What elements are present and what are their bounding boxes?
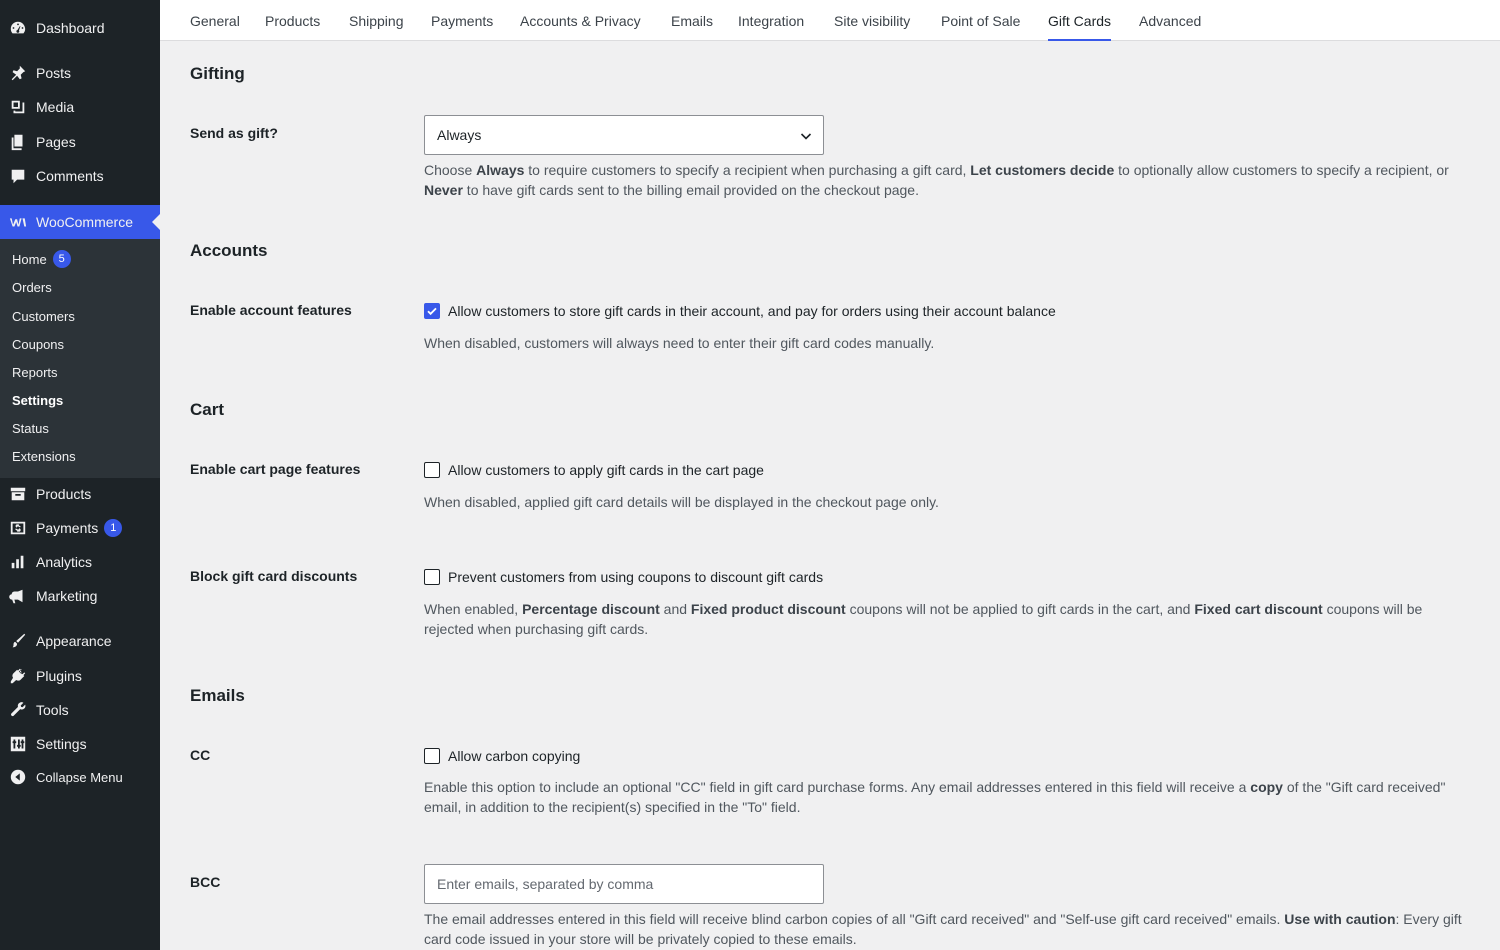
dashboard-icon [8,18,28,38]
pages-icon [8,132,28,152]
menu-pages-label: Pages [36,134,76,150]
tab-payments[interactable]: Payments [431,12,494,29]
pin-icon [8,63,28,83]
tab-site-visibility[interactable]: Site visibility [834,12,911,29]
comment-icon [8,166,28,186]
bcc-input[interactable] [424,864,824,904]
menu-appearance[interactable] [0,624,160,658]
account-features-checkbox-label: Allow customers to store gift cards in their account, and pay for orders using their account balance [448,303,1056,319]
submenu-orders[interactable]: Orders [12,279,52,295]
menu-pages[interactable] [0,125,160,159]
account-features-description: When disabled, customers will always need to enter their gift card codes manually. [424,335,935,351]
send-as-gift-value: Always [437,127,482,143]
menu-posts[interactable] [0,56,160,90]
cart-features-description: When disabled, applied gift card details will be displayed in the checkout page only. [424,494,939,510]
admin-sidebar [0,0,160,950]
tab-point-of-sale[interactable]: Point of Sale [941,12,1021,29]
submenu-reports[interactable]: Reports [12,364,58,380]
submenu-coupons[interactable]: Coupons [12,336,65,352]
section-title-cart: Cart [190,400,225,419]
tab-shipping[interactable]: Shipping [349,12,404,29]
submenu-extensions[interactable]: Extensions [12,448,76,464]
section-title-emails: Emails [190,686,245,705]
menu-products-label: Products [36,486,92,502]
tab-products[interactable]: Products [265,12,321,29]
bar-chart-icon [8,552,28,572]
block-discounts-label: Block gift card discounts [190,568,358,584]
woocommerce-submenu [0,239,160,478]
menu-payments[interactable] [0,511,160,545]
bcc-description: The email addresses entered in this field will receive blind carbon copies of all "Gift card received" and "Self-use gift card received" emails. Use with caution: Every gift card code issued in your store will be privately copied to these emails. [424,911,1462,947]
settings-tabs [160,0,1500,41]
checkmark-icon [426,305,438,317]
menu-media-label: Media [36,99,75,115]
account-features-option[interactable] [424,303,1056,319]
section-title-gifting: Gifting [190,64,245,83]
account-features-checkbox[interactable] [424,303,440,319]
cart-features-checkbox-label: Allow customers to apply gift cards in the cart page [448,462,764,478]
tab-advanced[interactable]: Advanced [1139,12,1202,29]
tab-gift-cards[interactable]: Gift Cards [1048,0,1111,41]
enable-account-features-label: Enable account features [190,302,352,318]
block-discounts-checkbox[interactable] [424,569,440,585]
home-count-badge: 5 [53,250,71,268]
menu-tools[interactable] [0,693,160,727]
tab-emails[interactable]: Emails [671,12,714,29]
media-icon [8,97,28,117]
megaphone-icon [8,586,28,606]
menu-plugins-label: Plugins [36,668,82,684]
cc-label: CC [190,747,211,763]
menu-dashboard[interactable] [0,11,160,45]
bcc-label: BCC [190,874,221,890]
woocommerce-icon [8,212,28,232]
menu-posts-label: Posts [36,65,72,81]
menu-tools-label: Tools [36,702,69,718]
menu-dashboard-label: Dashboard [36,20,105,36]
cc-option[interactable] [424,748,580,764]
send-as-gift-description: Choose Always to require customers to specify a recipient when purchasing a gift card, Let customers decide to optionally allow customers to specify a recipient, or Never to have gift cards sent to the billing email provided on the checkout page. [424,162,1449,198]
chevron-down-icon [799,129,813,143]
payments-count-badge: 1 [104,519,122,537]
section-title-accounts: Accounts [190,241,268,260]
settings-sliders-icon [8,734,28,754]
menu-appearance-label: Appearance [36,633,112,649]
tab-accounts-privacy[interactable]: Accounts & Privacy [520,12,641,29]
block-discounts-description: When enabled, Percentage discount and Fixed product discount coupons will not be applied to gift cards in the cart, and Fixed cart discount coupons will be rejected when purchasing gift cards. [424,601,1423,637]
menu-analytics-label: Analytics [36,554,93,570]
submenu-customers[interactable]: Customers [12,308,75,324]
cc-checkbox-label: Allow carbon copying [448,748,581,764]
menu-plugins[interactable] [0,659,160,693]
payments-icon [8,518,28,538]
paintbrush-icon [8,631,28,651]
menu-media[interactable] [0,90,160,124]
menu-products[interactable] [0,477,160,511]
cc-description: Enable this option to include an optional "CC" field in gift card purchase forms. Any email addresses entered in this field will receive a copy of the "Gift card received" email, in addition to the recipient(s) specified in the "To" field. [424,779,1446,815]
submenu-status[interactable]: Status [12,420,49,436]
cart-features-option[interactable] [424,462,764,478]
collapse-menu-label: Collapse Menu [36,769,123,785]
submenu-settings[interactable]: Settings [12,392,64,408]
menu-woocommerce[interactable] [0,205,160,239]
menu-marketing[interactable] [0,579,160,613]
send-as-gift-select[interactable] [424,115,824,155]
plug-icon [8,666,28,686]
menu-settings[interactable] [0,727,160,761]
menu-comments[interactable] [0,159,160,193]
menu-woocommerce-label: WooCommerce [36,214,133,230]
cc-checkbox[interactable] [424,748,440,764]
cart-features-checkbox[interactable] [424,462,440,478]
menu-payments-label: Payments [36,520,99,536]
menu-marketing-label: Marketing [36,588,98,604]
collapse-arrow-icon [8,767,28,787]
block-discounts-checkbox-label: Prevent customers from using coupons to discount gift cards [448,569,824,585]
menu-comments-label: Comments [36,168,104,184]
tab-general[interactable]: General [190,12,240,29]
wrench-icon [8,700,28,720]
menu-analytics[interactable] [0,545,160,579]
collapse-menu-button[interactable] [0,760,160,794]
enable-cart-features-label: Enable cart page features [190,461,361,477]
send-as-gift-label: Send as gift? [190,125,278,141]
menu-settings-label: Settings [36,736,87,752]
submenu-home[interactable] [12,249,71,269]
submenu-home-label: Home [12,251,47,267]
tab-integration[interactable]: Integration [738,12,805,29]
archive-icon [8,484,28,504]
block-discounts-option[interactable] [424,569,823,585]
